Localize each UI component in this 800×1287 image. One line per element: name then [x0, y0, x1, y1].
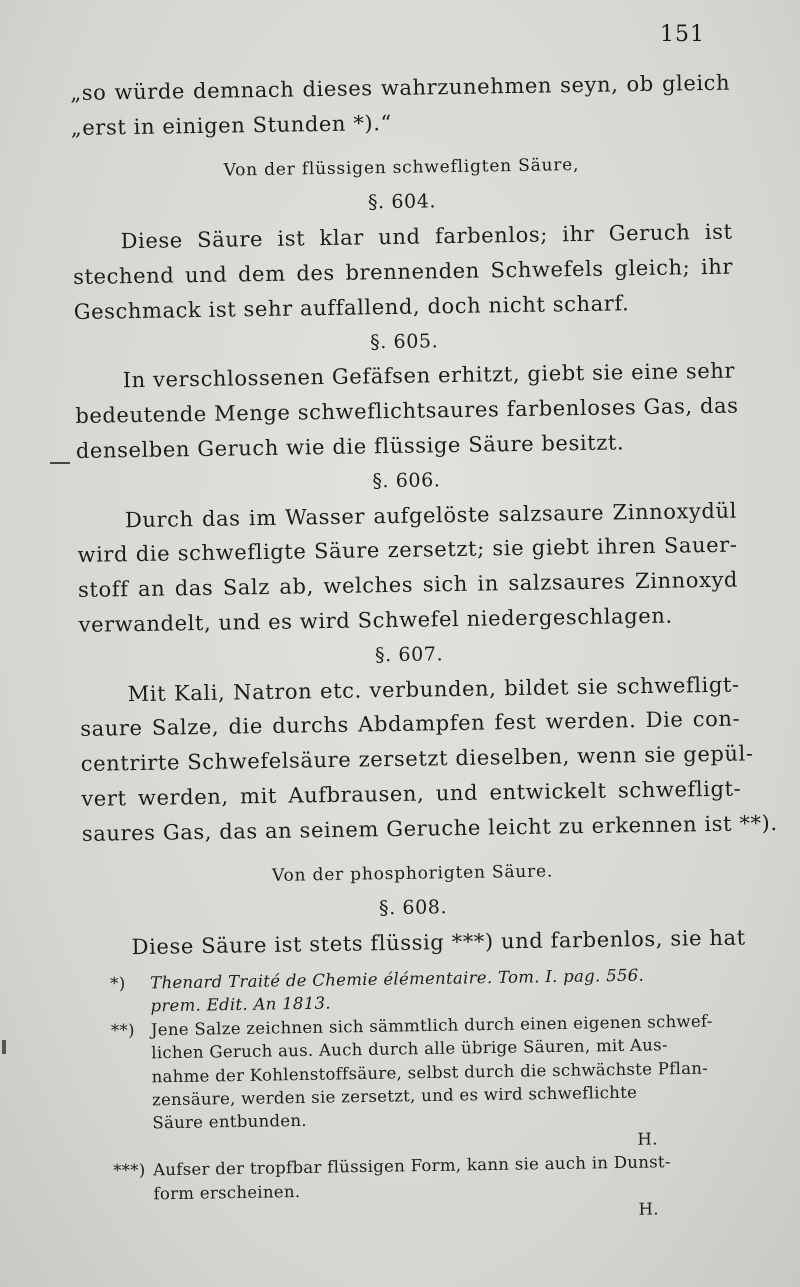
text-line: Diese Säure ist klar und farbenlos; ihr Geruch ist [120, 219, 733, 254]
footnote-marker: **) [110, 1020, 135, 1040]
footnote-line: Thenard Traité de Chemie élémentaire. Tom. I. pag. 556. [150, 965, 645, 993]
footnote-line: prem. Edit. An 1813. [150, 993, 332, 1016]
text-line: wird die schwefligte Säure zersetzt; sie giebt ihren Sauer- [77, 532, 738, 568]
margin-mark-edge [2, 1040, 6, 1054]
footnote-marker: ***) [112, 1160, 146, 1181]
text-line: bedeutende Menge schweflichtsaures farbenloses Gas, das [75, 393, 739, 429]
text-line: Geschmack ist sehr auffallend, doch nicht scharf. [73, 291, 630, 324]
footnotes [110, 962, 744, 1229]
text-line: vert werden, mit Aufbrausen, und entwickelt schwefligt- [81, 776, 742, 811]
text-line: centrirte Schwefelsäure zersetzt dieselben, wenn sie gepül- [80, 741, 754, 777]
main-text [70, 66, 778, 966]
margin-mark-dash [50, 462, 70, 464]
paragraph-number: §. 605. [369, 329, 439, 353]
footnote-2 [111, 1009, 743, 1159]
text-line: stoff an das Salz ab, welches sich in salzsaures Zinnoxyd [77, 567, 739, 603]
text-line: „erst in einigen Stunden *).“ [70, 110, 393, 140]
text-line: Durch das im Wasser aufgelöste salzsaure Zinnoxydül [124, 498, 738, 532]
section-heading: Von der phosphorigten Säure. [271, 861, 554, 886]
page-number: 151 [660, 22, 705, 47]
text-line: verwandelt, und es wird Schwefel niedergeschlagen. [78, 603, 673, 637]
footnote-line: lichen Geruch aus. Auch durch alle übrige Säuren, mit Aus- [151, 1035, 668, 1063]
text-line: stechend und dem des brennenden Schwefels gleich; ihr [72, 254, 734, 289]
footnote-marker: *) [110, 973, 126, 993]
text-line: Mit Kali, Natron etc. verbunden, bildet sie schwefligt- [127, 672, 740, 706]
text-line: In verschlossenen Gefäfsen erhitzt, giebt sie eine sehr [122, 358, 736, 393]
paragraph-number: §. 604. [367, 190, 437, 214]
text-line: „so würde demnach dieses wahrzunehmen seyn, ob gleich [70, 70, 731, 105]
paragraph-number: §. 607. [374, 642, 444, 667]
footnote-signature: H. [637, 1129, 658, 1149]
section-heading: Von der flüssigen schwefligten Säure, [223, 154, 580, 181]
paragraph-number: §. 608. [378, 896, 448, 920]
footnote-signature: H. [638, 1199, 659, 1219]
footnote-line: nahme der Kohlenstoffsäure, selbst durch die schwächste Pflan- [151, 1058, 709, 1086]
paragraph-number: §. 606. [372, 468, 441, 493]
footnote-line: Säure entbunden. [152, 1111, 308, 1133]
footnote-3 [113, 1149, 744, 1229]
text-line: saure Salze, die durchs Abdampfen fest werden. Die con- [80, 706, 741, 742]
text-line: denselben Geruch wie die flüssige Säure besitzt. [75, 430, 625, 463]
footnote-line: Aufser der tropfbar flüssigen Form, kann sie auch in Dunst- [152, 1152, 671, 1180]
footnote-line: Jene Salze zeichnen sich sämmtlich durch einen eigenen schwef- [150, 1011, 713, 1040]
footnote-line: zensäure, werden sie zersetzt, und es wird schweflichte [151, 1082, 638, 1110]
text-line: Diese Säure ist stets flüssig ***) und farbenlos, sie hat [131, 925, 746, 960]
footnote-line: form erscheinen. [153, 1181, 301, 1203]
text-line: saures Gas, das an seinem Geruche leicht zu erkennen ist **). [81, 810, 778, 846]
